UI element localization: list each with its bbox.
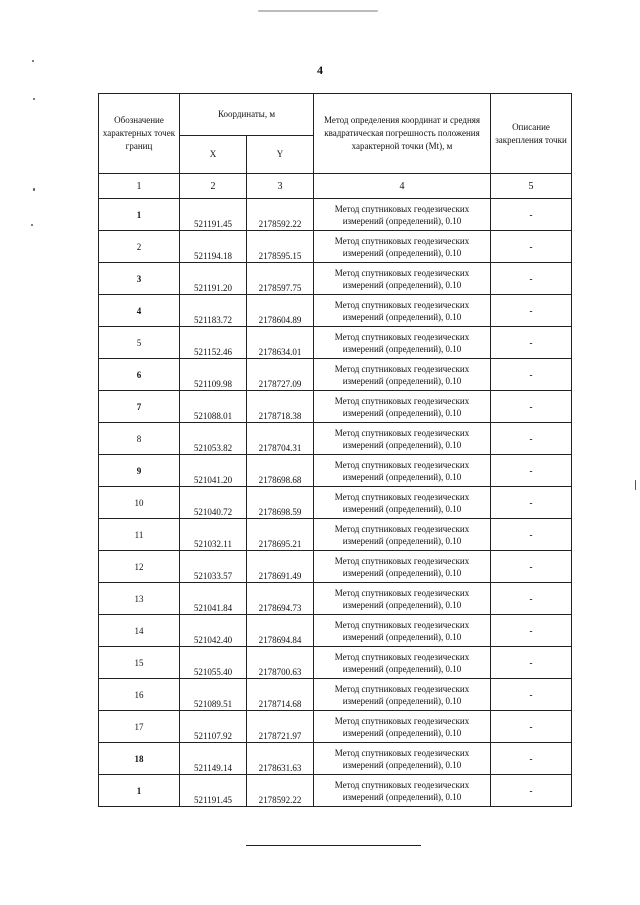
point-cell: 18 [99, 743, 180, 775]
table-row [99, 775, 572, 807]
description-cell: - [491, 551, 572, 583]
x-coordinate-cell: 521183.72 [180, 295, 247, 327]
column-number: 3 [247, 174, 314, 199]
point-cell: 11 [99, 519, 180, 551]
description-cell: - [491, 231, 572, 263]
scan-smudge [258, 10, 378, 12]
y-coordinate-cell: 2178698.59 [247, 487, 314, 519]
header-designation: Обозначение характерных точек границ [99, 94, 180, 174]
method-cell: Метод спутниковых геодезических измерений (определений), 0.10 [314, 743, 491, 775]
y-coordinate-cell: 2178694.73 [247, 583, 314, 615]
point-cell: 17 [99, 711, 180, 743]
y-coordinate-cell: 2178631.63 [247, 743, 314, 775]
column-number: 2 [180, 174, 247, 199]
method-cell: Метод спутниковых геодезических измерений (определений), 0.10 [314, 679, 491, 711]
y-coordinate-cell: 2178718.38 [247, 391, 314, 423]
description-cell: - [491, 519, 572, 551]
y-coordinate-cell: 2178714.68 [247, 679, 314, 711]
y-coordinate-cell: 2178695.21 [247, 519, 314, 551]
y-coordinate-cell: 2178704.31 [247, 423, 314, 455]
method-cell: Метод спутниковых геодезических измерений (определений), 0.10 [314, 583, 491, 615]
x-coordinate-cell: 521089.51 [180, 679, 247, 711]
x-coordinate-cell: 521191.45 [180, 775, 247, 807]
description-cell: - [491, 455, 572, 487]
x-coordinate-cell: 521055.40 [180, 647, 247, 679]
point-cell: 1 [99, 199, 180, 231]
table-row [99, 423, 572, 455]
point-cell: 12 [99, 551, 180, 583]
description-cell: - [491, 679, 572, 711]
description-cell: - [491, 743, 572, 775]
x-coordinate-cell: 521033.57 [180, 551, 247, 583]
method-cell: Метод спутниковых геодезических измерений (определений), 0.10 [314, 615, 491, 647]
y-coordinate-cell: 2178597.75 [247, 263, 314, 295]
description-cell: - [491, 583, 572, 615]
description-cell: - [491, 391, 572, 423]
method-cell: Метод спутниковых геодезических измерений (определений), 0.10 [314, 391, 491, 423]
y-coordinate-cell: 2178727.09 [247, 359, 314, 391]
method-cell: Метод спутниковых геодезических измерений (определений), 0.10 [314, 775, 491, 807]
method-cell: Метод спутниковых геодезических измерений (определений), 0.10 [314, 711, 491, 743]
x-coordinate-cell: 521041.20 [180, 455, 247, 487]
table-row [99, 615, 572, 647]
y-coordinate-cell: 2178721.97 [247, 711, 314, 743]
method-cell: Метод спутниковых геодезических измерений (определений), 0.10 [314, 231, 491, 263]
x-coordinate-cell: 521109.98 [180, 359, 247, 391]
page-number: 4 [317, 63, 323, 77]
table-row [99, 391, 572, 423]
description-cell: - [491, 359, 572, 391]
method-cell: Метод спутниковых геодезических измерений (определений), 0.10 [314, 551, 491, 583]
x-coordinate-cell: 521040.72 [180, 487, 247, 519]
header-description: Описание закрепления точки [491, 94, 572, 174]
method-cell: Метод спутниковых геодезических измерений (определений), 0.10 [314, 423, 491, 455]
point-cell: 3 [99, 263, 180, 295]
x-coordinate-cell: 521088.01 [180, 391, 247, 423]
point-cell: 1 [99, 775, 180, 807]
table-row [99, 743, 572, 775]
y-coordinate-cell: 2178604.89 [247, 295, 314, 327]
description-cell: - [491, 423, 572, 455]
table-row [99, 711, 572, 743]
method-cell: Метод спутниковых геодезических измерений (определений), 0.10 [314, 199, 491, 231]
x-coordinate-cell: 521042.40 [180, 615, 247, 647]
y-coordinate-cell: 2178694.84 [247, 615, 314, 647]
x-coordinate-cell: 521194.18 [180, 231, 247, 263]
table-row [99, 679, 572, 711]
point-cell: 8 [99, 423, 180, 455]
header-x: X [180, 136, 247, 174]
method-cell: Метод спутниковых геодезических измерений (определений), 0.10 [314, 455, 491, 487]
y-coordinate-cell: 2178698.68 [247, 455, 314, 487]
method-cell: Метод спутниковых геодезических измерений (определений), 0.10 [314, 647, 491, 679]
point-cell: 13 [99, 583, 180, 615]
coordinates-table [98, 93, 572, 807]
x-coordinate-cell: 521191.20 [180, 263, 247, 295]
x-coordinate-cell: 521152.46 [180, 327, 247, 359]
y-coordinate-cell: 2178592.22 [247, 199, 314, 231]
header-coordinates: Координаты, м [180, 94, 314, 136]
table-row [99, 199, 572, 231]
description-cell: - [491, 295, 572, 327]
description-cell: - [491, 263, 572, 295]
point-cell: 15 [99, 647, 180, 679]
description-cell: - [491, 647, 572, 679]
method-cell: Метод спутниковых геодезических измерений (определений), 0.10 [314, 263, 491, 295]
table-row [99, 487, 572, 519]
footer-rule [246, 845, 421, 846]
y-coordinate-cell: 2178691.49 [247, 551, 314, 583]
table-row [99, 231, 572, 263]
point-cell: 14 [99, 615, 180, 647]
x-coordinate-cell: 521053.82 [180, 423, 247, 455]
column-number: 4 [314, 174, 491, 199]
x-coordinate-cell: 521107.92 [180, 711, 247, 743]
header-method: Метод определения координат и средняя квадратическая погрешность положения характерной точки (Mt), м [314, 94, 491, 174]
column-number: 1 [99, 174, 180, 199]
point-cell: 7 [99, 391, 180, 423]
table-row [99, 263, 572, 295]
description-cell: - [491, 615, 572, 647]
method-cell: Метод спутниковых геодезических измерений (определений), 0.10 [314, 359, 491, 391]
y-coordinate-cell: 2178592.22 [247, 775, 314, 807]
scan-dot [32, 60, 34, 62]
x-coordinate-cell: 521041.84 [180, 583, 247, 615]
x-coordinate-cell: 521149.14 [180, 743, 247, 775]
table-row [99, 327, 572, 359]
table-row [99, 455, 572, 487]
table-row [99, 295, 572, 327]
table-row [99, 359, 572, 391]
point-cell: 16 [99, 679, 180, 711]
point-cell: 2 [99, 231, 180, 263]
y-coordinate-cell: 2178634.01 [247, 327, 314, 359]
description-cell: - [491, 711, 572, 743]
method-cell: Метод спутниковых геодезических измерений (определений), 0.10 [314, 487, 491, 519]
method-cell: Метод спутниковых геодезических измерений (определений), 0.10 [314, 519, 491, 551]
scan-line [635, 480, 636, 490]
table-row [99, 583, 572, 615]
point-cell: 9 [99, 455, 180, 487]
description-cell: - [491, 487, 572, 519]
x-coordinate-cell: 521032.11 [180, 519, 247, 551]
description-cell: - [491, 775, 572, 807]
header-y: Y [247, 136, 314, 174]
x-coordinate-cell: 521191.45 [180, 199, 247, 231]
scan-dot [31, 224, 33, 226]
y-coordinate-cell: 2178595.15 [247, 231, 314, 263]
table-row [99, 647, 572, 679]
description-cell: - [491, 199, 572, 231]
column-number: 5 [491, 174, 572, 199]
table-row [99, 519, 572, 551]
point-cell: 6 [99, 359, 180, 391]
scan-dot [33, 98, 35, 100]
y-coordinate-cell: 2178700.63 [247, 647, 314, 679]
method-cell: Метод спутниковых геодезических измерений (определений), 0.10 [314, 327, 491, 359]
point-cell: 10 [99, 487, 180, 519]
table-row [99, 551, 572, 583]
scan-dot [33, 188, 35, 191]
description-cell: - [491, 327, 572, 359]
point-cell: 4 [99, 295, 180, 327]
method-cell: Метод спутниковых геодезических измерений (определений), 0.10 [314, 295, 491, 327]
point-cell: 5 [99, 327, 180, 359]
